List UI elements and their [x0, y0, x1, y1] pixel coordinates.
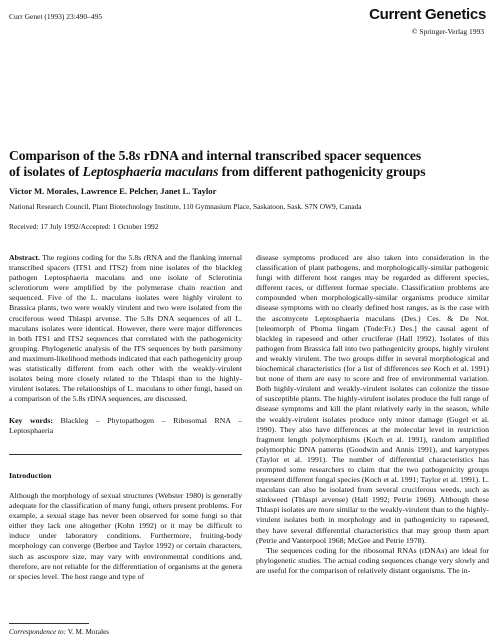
footnote-divider: [9, 623, 89, 624]
keywords-text: Blackleg – Phytopathogen – Ribosomal RNA – Leptosphaeria: [9, 416, 242, 436]
section-heading: Introduction: [9, 471, 52, 480]
paragraph: The sequences coding for the ribosomal RNAs (rDNAs) are ideal for phylogenetic studies. The actual coding sequences change very slowly and are useful for the comparison of relatively distant organisms. The in-: [256, 545, 489, 575]
introduction-text: Although the morphology of sexual structures (Webster 1980) is generally adequate for the classification of many fungi, others present problems. For example, a sexual stage has never been observed for some fungi so that either they lack one altogether (Kohn 1992) or it may be difficult to induce under laboratory conditions. Furthermore, fruiting-body morphology can converge (Berbee and Taylor 1992) or certain characters, such as ascospore size, may vary with environmental conditions and, therefore, are not reliable for the differentiation of organisms at the genera or species level. The host range and type of: [9, 491, 242, 581]
authors: Victor M. Morales, Lawrence E. Pelcher, Janet L. Taylor: [9, 186, 217, 196]
section-divider: [9, 454, 242, 455]
correspondence: Correspondence to: V. M. Morales: [9, 628, 110, 636]
abstract: [9, 253, 242, 404]
keywords-label: Key words:: [9, 416, 53, 425]
journal-title: Current Genetics: [369, 6, 486, 23]
abstract-text: The regions coding for the 5.8s rRNA and the flanking internal transcribed spacers (ITS1 and ITS2) from nine isolates of the blackleg pathogen Leptosphaeria maculans and one isolate of Sclerotinia sclerotiorum were amplified by the polymerase chain reaction and sequenced. Five of the L. maculans isolates were highly virulent to Brassica plants, two were weakly virulent and two were isolated from the cruciferous weed Thlaspi arvense. The 5.8s DNA sequences of all L. maculans isolates were identical. However, there were major differences in both ITS1 and ITS2 sequences that correlated with the pathogenicity grouping. Phylogenetic analysis of the ITS sequences by both parsimony and maximum-likelihood methods indicated that each pathogenicity group was statistically different from each other with the weakly-virulent isolates being more closely related to the Thlaspi than to the highly-virulent isolates. The relationships of L. maculans to other fungi, based on a comparison of the 5.8s rDNA sequences, are discussed.: [9, 253, 242, 404]
abstract-label: Abstract.: [9, 253, 40, 262]
citation: Curr Genet (1993) 23:490–495: [9, 12, 103, 21]
article-title: Comparison of the 5.8s rDNA and internal transcribed spacer sequences of isolates of Leptosphaeria maculans from different pathogenicity groups: [9, 148, 426, 179]
right-column: [256, 253, 489, 576]
keywords: [9, 416, 242, 436]
paragraph: disease symptoms produced are also taken into consideration in the classification of plant pathogens, and morphologically-similar pathogenic fungi with different host ranges may be regarded as different species, different races, or different formae speciale. Classification problems are compounded when morphologically-similar organisms produce similar disease symptoms with no clearly defined host ranges, as is the case with the ascomycete Leptosphaeria maculans (Des.) Ces. & De Not. [teleomorph of Phoma lingam (Tode:Fr.) Des.] the causal agent of blackleg in rapeseed and other cruciferae (Hall 1992). Isolates of this pathogen from Brassica fall into two pathogenicity groups, highly virulent and weakly virulent. The two groups differ in several morphological and biochemical characteristics (for a list of differences see Koch et al. 1991) but none of them are easy to score and free of environmental variation. Both highly-virulent and weakly-virulent isolates can colonize the tissue of susceptible plants. The highly-virulent isolates produce the full range of disease symptoms and kill the plant relatively early in the season, while the weakly-virulent isolates produce only minor damage (Gugel et al. 1990). They also have differences at the molecular level in restriction fragment length polymorphisms (Koch et al. 1991), random amplified polymorphic DNA patterns (Goodwin and Annis 1991), and karyotypes (Taylor et al. 1991). The number of differential characteristics has prompted some researchers to claim that the two pathogenicity groups represent different fungal species (Koch et al. 1991; Taylor et al. 1991). L. maculans can also be isolated from several cruciferous weeds, such as stinkweed (Thlaspi arvense) (Hall 1992; Petrie 1969). Although these Thlaspi isolates are more similar to the weakly-virulent than to the highly-virulent isolates both in morphology and in pathogenicity to rapeseed, they have several differential characteristics that may group them apart (Petrie and Vanterpool 1968; McGee and Petrie 1978).: [256, 253, 489, 545]
received-dates: Received: 17 July 1992/Accepted: 1 October 1992: [9, 222, 159, 231]
copyright: © Springer-Verlag 1993: [411, 27, 484, 36]
affiliation: National Research Council, Plant Biotechnology Institute, 110 Gymnasium Place, Saskatoon, Sask. S7N OW9, Canada: [9, 202, 362, 211]
